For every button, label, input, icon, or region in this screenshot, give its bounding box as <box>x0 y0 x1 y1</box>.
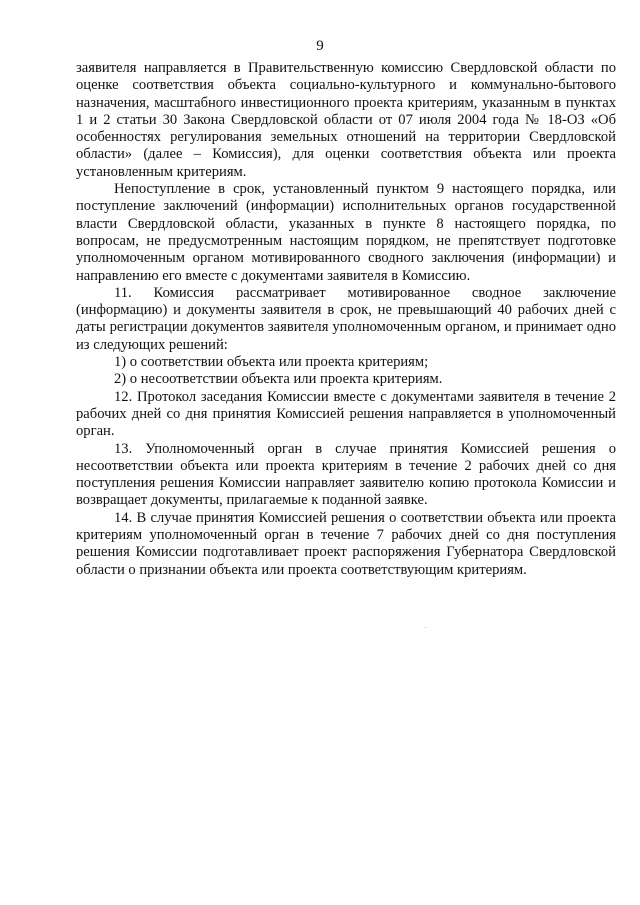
document-body <box>76 60 616 579</box>
page-number: 9 <box>316 38 324 54</box>
paragraph-continuation: заявителя направляется в Правительственную комиссию Свердловской области по оценке соответствия объекта социально-культурного и коммунально-бытового назначения, масштабного инвестиционного проекта критериям, указанным в пунктах 1 и 2 статьи 30 Закона Свердловской области от 07 июля 2004 года № 18-ОЗ «Об особенностях регулирования земельных отношений на территории Свердловской области» (далее – Комиссия), для оценки соответствия объекта или проекта установленным критериям. <box>76 60 616 180</box>
paragraph-item-14: 14. В случае принятия Комиссией решения о соответствии объекта или проекта критериям уполномоченный орган в течение 7 рабочих дней со дня поступления решения Комиссии подготавливает проект распоряжения Губернатора Свердловской области о признании объекта или проекта соответствующим критериям. <box>76 509 616 578</box>
paragraph-item-13: 13. Уполномоченный орган в случае принятия Комиссией решения о несоответствии объекта или проекта критериям в течение 2 рабочих дней со дня поступления решения Комиссии направляет заявителю копию протокола Комиссии и возвращает документы, прилагаемые к поданной заявке. <box>76 440 616 509</box>
paragraph-decision-2: 2) о несоответствии объекта или проекта критериям. <box>114 371 443 388</box>
paragraph-item-12: 12. Протокол заседания Комиссии вместе с документами заявителя в течение 2 рабочих дней со дня принятия Комиссией решения направляется в уполномоченный орган. <box>76 388 616 440</box>
paragraph-decision-1: 1) о соответствии объекта или проекта критериям; <box>114 354 429 371</box>
paragraph-non-receipt: Непоступление в срок, установленный пунктом 9 настоящего порядка, или поступление заключений (информации) исполнительных органов государственной власти Свердловской области, указанных в пункте 8 настоящего порядка, по вопросам, не предусмотренным настоящим порядком, не препятствует подготовке уполномоченным органом мотивированного сводного заключения (информации) и направлению его вместе с документами заявителя в Комиссию. <box>76 181 616 284</box>
paragraph-item-11: 11. Комиссия рассматривает мотивированное сводное заключение (информацию) и документы заявителя в срок, не превышающий 40 рабочих дней с даты регистрации документов заявителя уполномоченным органом, и принимает одно из следующих решений: <box>76 284 616 353</box>
scan-speck <box>425 627 426 628</box>
